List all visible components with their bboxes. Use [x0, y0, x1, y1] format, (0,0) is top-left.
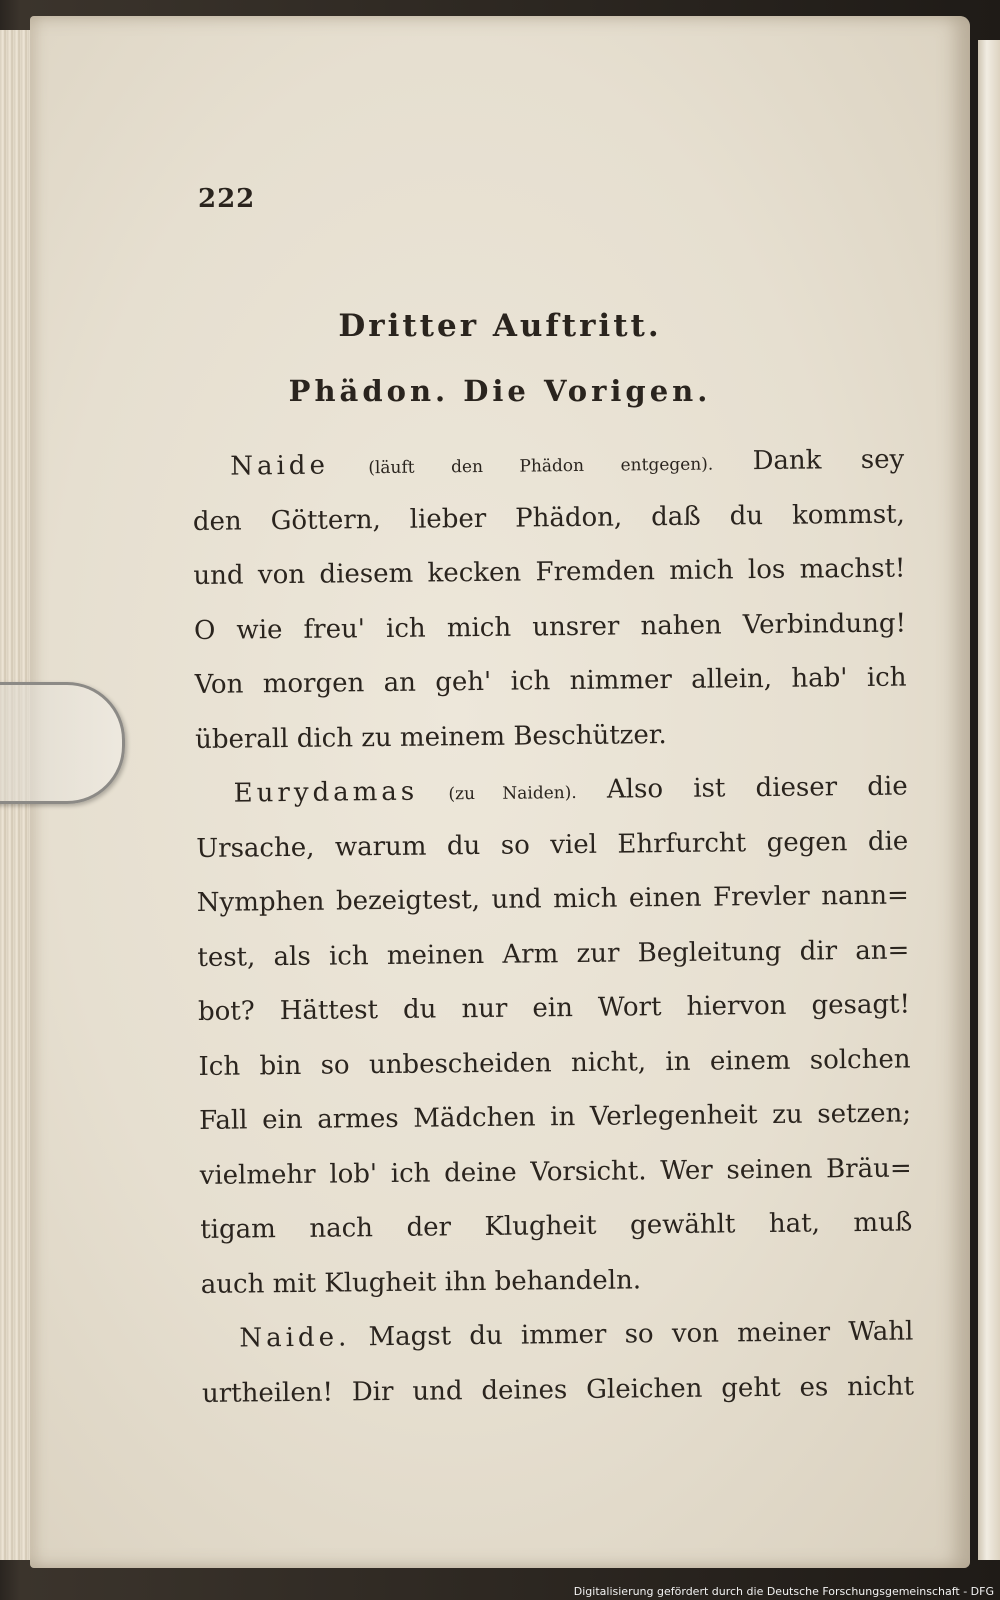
- text-line: Fall ein armes Mädchen in Verlegenheit zu setzen;: [198, 1098, 912, 1136]
- text-line: überall dich zu meinem Beschützer.: [194, 719, 667, 755]
- text-line: Ursache, warum du so viel Ehrfurcht gegen die: [196, 826, 909, 864]
- line-text: Magst du immer so von meiner Wahl: [368, 1316, 914, 1353]
- text-line: bot? Hättest du nur ein Wort hiervon gesagt!: [197, 989, 911, 1027]
- speaker-name: Eurydamas: [233, 776, 419, 809]
- scene-cast: Phädon. Die Vorigen.: [288, 374, 712, 408]
- text-line: Von morgen an geh' ich nimmer allein, hab' ich: [194, 662, 907, 700]
- text-line: vielmehr lob' ich deine Vorsicht. Wer seinen Bräu=: [199, 1153, 912, 1191]
- speaker-name: Naide.: [239, 1322, 351, 1354]
- text-line: urtheilen! Dir und deines Gleichen geht es nicht: [201, 1370, 915, 1409]
- text-line: test, als ich meinen Arm zur Begleitung dir an=: [197, 935, 910, 973]
- page-clip: [0, 682, 125, 804]
- line-text: Dank sey: [752, 444, 905, 477]
- text-line: auch mit Klugheit ihn behandeln.: [200, 1264, 642, 1300]
- text-line: Nymphen bezeigtest, und mich einen Frevler nann=: [196, 880, 909, 918]
- scene-title: Dritter Auftritt.: [338, 308, 662, 344]
- text-line: [201, 1304, 914, 1366]
- page-number: 222: [198, 184, 256, 214]
- text-line: und von diesem kecken Fremden mich los machst!: [193, 553, 906, 591]
- text-line: tigam nach der Klugheit gewählt hat, muß: [200, 1207, 913, 1245]
- text-line: [195, 760, 908, 822]
- text-line: O wie freu' ich mich unsrer nahen Verbindung!: [193, 608, 907, 646]
- right-page-edge: [978, 40, 1000, 1560]
- line-text: Also ist dieser die: [606, 771, 908, 805]
- speaker-name: Naide: [230, 450, 330, 482]
- text-line: Ich bin so unbescheiden nicht, in einem solchen: [198, 1044, 911, 1082]
- text-line: den Göttern, lieber Phädon, daß du kommst,: [192, 499, 905, 537]
- stage-direction: (läuft den Phädon entgegen).: [368, 454, 714, 479]
- body-text: [192, 433, 914, 1421]
- text-line: [192, 433, 905, 495]
- digitization-footer: Digitalisierung gefördert durch die Deutsche Forschungsgemeinschaft - DFG: [573, 1585, 994, 1598]
- stage-direction: (zu Naiden).: [448, 782, 577, 805]
